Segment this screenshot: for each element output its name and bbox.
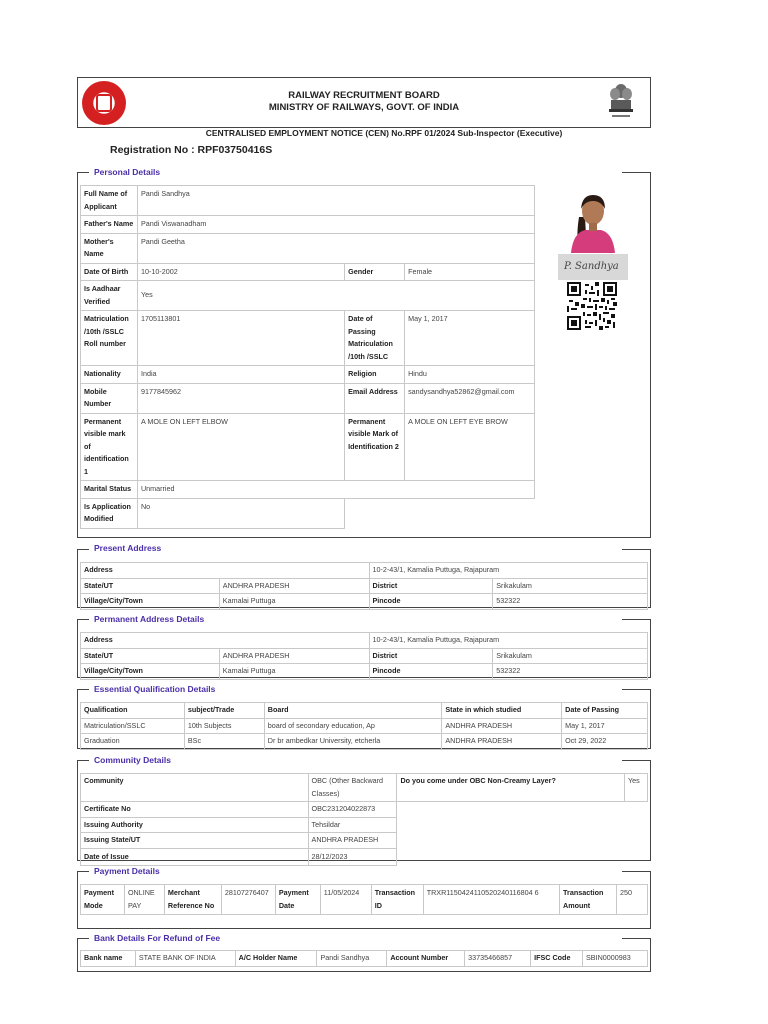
empty-cell [397,833,648,849]
board-name: RAILWAY RECRUITMENT BOARD [288,90,440,101]
community-title: Community Details [94,755,171,765]
payment-table [80,884,648,915]
table-row [81,366,535,384]
village-label: Village/City/Town [81,594,220,610]
table-cell: Oct 29, 2022 [562,734,648,750]
table-row [81,383,535,413]
aadhaar-label: Is Aadhaar Verified [81,281,138,311]
matric-date-label: Date of Passing Matriculation /10th /SSLC [345,311,405,366]
matric-date-value: May 1, 2017 [405,311,535,366]
bank-title: Bank Details For Refund of Fee [94,933,221,943]
header-title [78,90,650,114]
pincode-value: 532322 [493,664,648,680]
table-cell: May 1, 2017 [562,718,648,734]
table-row [81,263,535,281]
ifsc-label: IFSC Code [531,951,583,967]
table-row [81,311,535,366]
table-cell: board of secondary education, Ap [264,718,442,734]
qualification-table [80,702,648,750]
signature-text: P. Sandhya [564,261,619,272]
table-row [81,734,648,750]
national-emblem-icon [606,81,636,125]
gender-label: Gender [345,263,405,281]
table-cell: BSc [184,734,264,750]
permanent-address-title: Permanent Address Details [94,614,205,624]
table-cell: Matriculation/SSLC [81,718,185,734]
ministry-name: MINISTRY OF RAILWAYS, GOVT. OF INDIA [268,102,460,113]
table-row [81,281,535,311]
pincode-label: Pincode [369,664,493,680]
payment-date-value: 11/05/2024 [320,885,371,915]
address-label: Address [81,563,370,579]
account-number-value: 33735466857 [465,951,531,967]
column-header: Qualification [81,703,185,719]
table-row [81,498,535,528]
table-header-row [81,703,648,719]
state-label: State/UT [81,648,220,664]
district-label: District [369,578,493,594]
qualification-title: Essential Qualification Details [94,684,216,694]
table-row [81,233,535,263]
payment-mode-value: ONLINE PAY [124,885,164,915]
table-row [81,563,648,579]
mark1-label: Permanent visible mark of identification 1 [81,413,138,481]
marital-value: Unmarried [137,481,534,499]
bank-table [80,950,648,967]
table-row [81,413,535,481]
table-row [81,951,648,967]
document-header [77,77,651,128]
nationality-label: Nationality [81,366,138,384]
mother-name-value: Pandi Geetha [137,233,534,263]
matric-roll-label: Matriculation /10th /SSLC Roll number [81,311,138,366]
payment-date-label: Payment Date [275,885,320,915]
empty-cell [345,498,535,528]
village-value: Kamalai Puttuga [219,594,369,610]
district-value: Srikakulam [493,648,648,664]
table-cell: ANDHRA PRADESH [442,734,562,750]
issue-date-value: 28/12/2023 [308,848,397,866]
applicant-signature [558,254,628,280]
mobile-value: 9177845962 [137,383,344,413]
state-label: State/UT [81,578,220,594]
table-row [81,481,535,499]
registration-number: Registration No : RPF03750416S [110,144,273,156]
district-label: District [369,648,493,664]
table-row [81,648,648,664]
column-header: Date of Passing [562,703,648,719]
village-label: Village/City/Town [81,664,220,680]
table-row [81,774,648,802]
table-row [81,216,535,234]
district-value: Srikakulam [493,578,648,594]
full-name-value: Pandi Sandhya [137,186,534,216]
account-number-label: Account Number [387,951,465,967]
column-header: subject/Trade [184,703,264,719]
payment-title: Payment Details [94,866,160,876]
table-row [81,578,648,594]
table-row [81,594,648,610]
personal-details-table [80,185,535,529]
issuing-authority-label: Issuing Authority [81,817,309,833]
table-row [81,802,648,818]
bank-name-label: Bank name [81,951,136,967]
empty-cell [397,802,648,818]
bank-name-value: STATE BANK OF INDIA [135,951,235,967]
table-cell: Graduation [81,734,185,750]
table-row [81,885,648,915]
issue-date-label: Date of Issue [81,848,309,866]
email-value: sandysandhya52862@gmail.com [405,383,535,413]
mark2-label: Permanent visible Mark of Identification 2 [345,413,405,481]
holder-name-label: A/C Holder Name [235,951,317,967]
merchant-ref-label: Merchant Reference No [164,885,221,915]
full-name-label: Full Name of Applicant [81,186,138,216]
creamy-layer-value: Yes [624,774,647,802]
transaction-id-label: Transaction ID [371,885,423,915]
certificate-label: Certificate No [81,802,309,818]
dob-value: 10-10-2002 [137,263,344,281]
father-name-value: Pandi Viswanadham [137,216,534,234]
village-value: Kamalai Puttuga [219,664,369,680]
issuing-authority-value: Tehsildar [308,817,397,833]
aadhaar-value: Yes [137,281,534,311]
mother-name-label: Mother's Name [81,233,138,263]
table-row [81,817,648,833]
qr-code-icon [567,282,617,330]
transaction-amount-label: Transaction Amount [560,885,617,915]
table-cell: ANDHRA PRADESH [442,718,562,734]
table-row [81,833,648,849]
permanent-address-table [80,632,648,680]
email-label: Email Address [345,383,405,413]
creamy-layer-label: Do you come under OBC Non-Creamy Layer? [397,774,625,802]
merchant-ref-value: 28107276407 [221,885,275,915]
certificate-value: OBC231204022873 [308,802,397,818]
table-row [81,186,535,216]
cen-notice: CENTRALISED EMPLOYMENT NOTICE (CEN) No.RPF 01/2024 Sub-Inspector (Executive) [205,128,563,138]
table-row [81,718,648,734]
address-value: 10-2-43/1, Kamalia Puttuga, Rajapuram [369,563,648,579]
state-value: ANDHRA PRADESH [219,578,369,594]
issuing-state-label: Issuing State/UT [81,833,309,849]
gender-value: Female [405,263,535,281]
mark2-value: A MOLE ON LEFT EYE BROW [405,413,535,481]
matric-roll-value: 1705113801 [137,311,344,366]
column-header: State in which studied [442,703,562,719]
community-table [80,773,648,866]
pincode-value: 532322 [493,594,648,610]
community-label: Community [81,774,309,802]
empty-cell [397,817,648,833]
marital-label: Marital Status [81,481,138,499]
issuing-state-value: ANDHRA PRADESH [308,833,397,849]
religion-value: Hindu [405,366,535,384]
table-row [81,664,648,680]
applicant-photo [565,187,621,253]
ifsc-value: SBIN0000983 [583,951,648,967]
modified-value: No [137,498,344,528]
dob-label: Date Of Birth [81,263,138,281]
table-row [81,633,648,649]
pincode-label: Pincode [369,594,493,610]
empty-cell [397,848,648,866]
personal-details-title: Personal Details [94,167,161,177]
table-row [81,848,648,866]
religion-label: Religion [345,366,405,384]
holder-name-value: Pandi Sandhya [317,951,387,967]
transaction-id-value: TRXR1150424110520240116804 6 [423,885,559,915]
transaction-amount-value: 250 [616,885,647,915]
table-cell: 10th Subjects [184,718,264,734]
father-name-label: Father's Name [81,216,138,234]
modified-label: Is Application Modified [81,498,138,528]
table-cell: Dr br ambedkar University, etcherla [264,734,442,750]
payment-mode-label: Payment Mode [81,885,125,915]
nationality-value: India [137,366,344,384]
address-value: 10-2-43/1, Kamalia Puttuga, Rajapuram [369,633,648,649]
mobile-label: Mobile Number [81,383,138,413]
community-value: OBC (Other Backward Classes) [308,774,397,802]
column-header: Board [264,703,442,719]
address-label: Address [81,633,370,649]
state-value: ANDHRA PRADESH [219,648,369,664]
present-address-table [80,562,648,610]
present-address-title: Present Address [94,543,162,553]
mark1-value: A MOLE ON LEFT ELBOW [137,413,344,481]
